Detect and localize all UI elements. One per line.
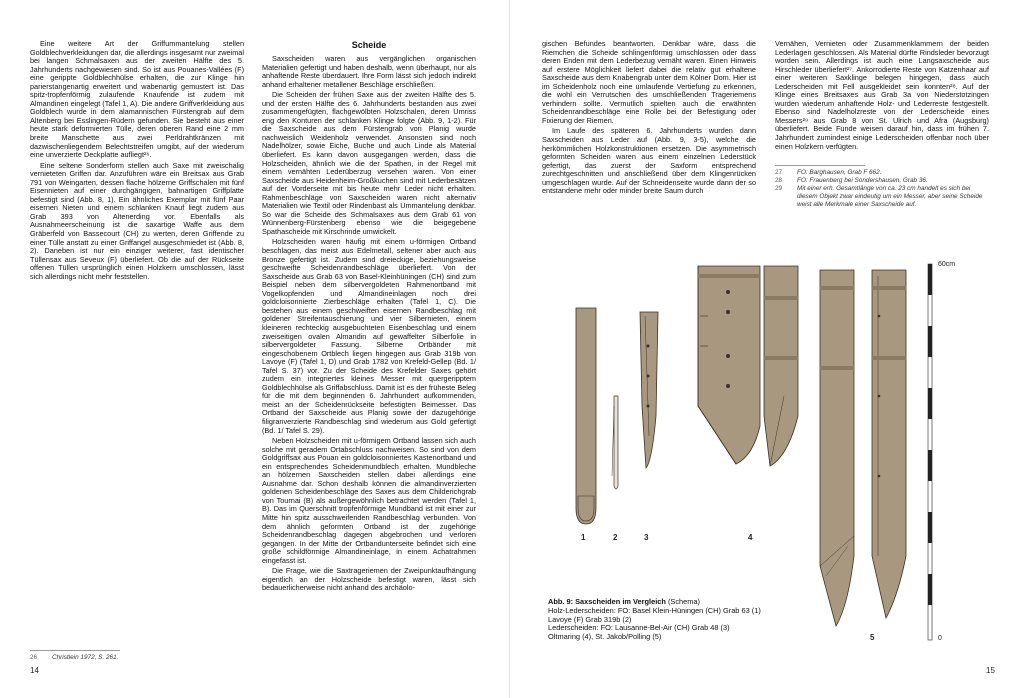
column-1 <box>30 40 244 281</box>
footnote-number: 27 <box>775 169 783 176</box>
caption-line: Holz-Lederscheiden: FO: Basel Klein-Hüningen (CH) Grab 63 (1) <box>548 605 761 615</box>
footnote-text: Christlein 1972, S. 261. <box>52 654 119 661</box>
column-3 <box>542 40 756 196</box>
scabbard-4 <box>698 266 760 464</box>
footnote-number: 28 <box>775 177 783 184</box>
paragraph: Vernähen, Vernieten oder Zusammenklammern der beiden Lederlagen geschlossen. Als Material dürfte Rindsleder bevorzugt worden sein. Allerdings ist auch eine Langsaxscheide aus Hirschleder überliefert²⁷. Ankorrodierte Reste von Katzenhaar auf einer weiteren Saxklinge belegen hingegen, dass auch Lederscheiden mit Fell ausgekleidet sein konnten²⁸. Auf der Klinge eines Breitsaxes aus Grab 3a von Niederstotzingen wurden wiederum anhaftende Holz- und Lederreste festgestellt. Ebenso sind Nadelholzreste von der Lederscheide eines Messers²⁹ aus Grab 8 von St. Ulrich und Afra (Augsburg) überliefert. Beide Funde weisen darauf hin, dass im frühen 7. Jahrhundert zumindest einige Lederscheiden offenbar noch über einen Holzkern verfügten. <box>775 39 989 151</box>
figure-label: 2 <box>613 533 618 542</box>
scabbard-2 <box>612 396 618 489</box>
scabbard-3 <box>640 312 658 468</box>
paragraph: Die Scheiden der frühen Saxe aus der zweiten Hälfte des 5. und der ersten Hälfte des 6. Jahrhunderts bestanden aus zwei zusammengefügten, flachgewölbten Holzschalen, deren Umriss eng den Konturen der schlanken Klinge folgte (Abb. 9, 1-2). Für die Saxscheide aus dem Fürstengrab von Planig wurde nachweislich Weidenholz verwendet. Ansonsten sind noch Nadelhölzer, sowie Eiche, Buche und auch Linde als Material überliefert. Es kann davon ausgegangen werden, dass die Holzscheiden, ähnlich wie die der Spathen, in der Regel mit einem vernähten Lederüberzug versehen waren. Von einer Saxscheide aus Heidenheim-Großkuchen sind mit Lederbesätzen auf der Vorderseite mit bis heute mehr Leder nicht erhalten. Rahmenbeschläge von Saxscheiden waren nicht alternativ Materialien wie Textil oder Rindenbast als Ummantelung denkbar. So war die Scheide des Schmalsaxes aus dem Grab 61 von Wünnenberg-Fürstenberg ebenso wie die beigegebene Spathascheide mit Kirschrinde umwickelt. <box>262 90 476 236</box>
figure-label: 1 <box>581 533 586 542</box>
page-number-left: 14 <box>30 666 39 675</box>
footnote-text: FO: Barghausen, Grab F 662. <box>797 169 882 176</box>
footnote <box>775 177 989 185</box>
footnote-text: FO: Frauenberg bei Sondershausen, Grab 36. <box>797 177 928 184</box>
scabbard-5 <box>820 270 854 626</box>
section-heading: Scheide <box>351 40 387 50</box>
caption-line: Lederscheiden: FO: Lausanne-Bel-Air (CH) Grab 48 (3) <box>548 623 730 633</box>
footnote-rule <box>30 650 120 651</box>
footnotes-right <box>775 169 989 209</box>
paragraph: Im Laufe des späteren 6. Jahrhunderts wurden dann Saxscheiden aus Leder auf (Abb. 9, 3-5), welche die herkömmlichen Holzkonstruktionen ersetzen. Die asymmetrisch geformten Scheiden waren aus einem einzelnen Lederstück gefertigt, das zuerst der Saxform entsprechend zurechtgeschnitten und anschließend über dem Klingenrücken umgeschlagen wurde. Auf der Schneidenseite wurde dann der so entstandene mehr oder minder breite Saum durch <box>542 126 756 196</box>
caption-line: Oltmaring (4), St. Jakob/Polling (5) <box>548 632 662 642</box>
caption-title: Abb. 9: Saxscheiden im Vergleich <box>548 597 666 606</box>
footnotes-left <box>30 654 244 662</box>
footnote <box>775 185 989 209</box>
figure-label: 3 <box>644 533 649 542</box>
paragraph: Saxscheiden waren aus vergänglichen organischen Materialien gefertigt und haben deshalb, wenn überhaupt, nur als anhaftende Reste überdauert. Ihre Form lässt sich jedoch indirekt anhand erhaltener metallener Beschläge erschließen. <box>262 54 476 89</box>
figure-label: 5 <box>870 633 875 642</box>
scale-label-bottom: 0 <box>938 635 942 642</box>
figure-label: 4 <box>748 533 753 542</box>
page-number-right: 15 <box>986 666 995 675</box>
scabbard-5b <box>872 270 906 618</box>
figure-caption <box>548 598 778 642</box>
footnote-number: 26 <box>30 654 38 661</box>
column-4 <box>775 40 989 151</box>
footnote <box>30 654 244 662</box>
footnote-rule <box>775 165 865 166</box>
paragraph: gischen Befundes beantworten. Denkbar wäre, dass die Riemchen die Scheide schlingenförmig umschlossen oder dass deren Enden mit dem Lederbezug vernäht waren. Einen Hinweis auf erstere Möglichkeit liefert dabei die relativ gut erhaltene Saxscheide aus dem Knabengrab unter dem Kölner Dom. Hier ist im Scheidenholz noch eine umlaufende Vertiefung zu erkennen, die wohl ein Verrutschen des umschließenden Trageriemens verhindern sollte. Vermutlich spielten auch die erwähnten Scheidenrandbeschläge eine Rolle bei der Befestigung oder Fixierung der Riemen. <box>542 39 756 125</box>
caption-line: Lavoye (F) Grab 319b (2) <box>548 614 632 624</box>
scale-label-top: 60cm <box>938 261 956 268</box>
footnote-text: Mit einer erh. Gesamtlänge von ca. 23 cm handelt es sich bei diesem Objekt zwar eindeutig um ein Messer, aber seine Scheide weist alle Merkmale einer Saxscheide auf. <box>797 185 983 208</box>
caption-title-suffix: (Schema) <box>665 597 700 606</box>
scabbard-1 <box>576 308 596 524</box>
paragraph: Holzscheiden waren häufig mit einem u-förmigen Ortband beschlagen, das meist aus Edelmetall, seltener aber auch aus Bronze gefertigt ist. Zudem sind dreieckige, beziehungsweise geschweifte Scheidenrandbeschläge überliefert. Von der Saxscheide aus Grab 63 von Basel-Kleinhüningen (CH) sind zum Beispiel neben dem silbervergoldeten Rahmenortband mit Vogelkopfenden und Almandineinlagen noch drei goldcloisonnierte Zierbeschläge erhalten (Tafel 1, C). Die bestehen aus einem geschweiften eisernen Randbeschlag mit goldener Streifentauschierung und vier Silbernieten, einem kleineren rechteckig ausgebuchteten Eisenbeschlag und einem zweiseitigen ovalen Almandin auf gewaffelter Silberfolie in silbervergoldeter Fassung. Silberne Ortbänder mit eingeschobenem Ortblech liegen hingegen aus Grab 319b von Lavoye (F) (Tafel 1, D) und Grab 1782 von Krefeld-Gellep (Bd. 1/ Tafel S. 37) vor. Zu der Scheide des Krefelder Saxes gehört zudem ein integriertes kleines Messer mit quergeripptem Goldblechhülse als Griffabschluss. Damit ist es der früheste Beleg für die mit dem beginnenden 6. Jahrhundert aufkommenden, meist an der Scheidenrückseite befestigten Beimesser. Das Ortband der Saxscheide aus Planig sowie der dazugehörige filigranverzierte Randbeschlag sind wiederum aus Gold gefertigt (Bd. 1/ Tafel S. 29). <box>262 237 476 435</box>
paragraph: Eine weitere Art der Griffummantelung stellen Goldblechverkleidungen dar, die allerdings insgesamt nur zweimal bei langen Schmalsaxen aus der zweiten Hälfte des 5. Jahrhunderts nachgewiesen sind. So ist aus Pouanes-Vallées (F) eine gerippte Goldblechhülse erhalten, die zur Klinge hin parierstangenartig erweitert und wabenartig gemustert ist. Das spitz-tropfenförmig zulaufende Knaufende ist zudem mit Almandinen eingelegt (Tafel 1, A). Die andere Griffverkleidung aus Goldblech wurde in dem alamannischen Fürstengrab auf dem Altenberg bei Esslingen-Rüdern gefunden. Sie besteht aus einer heute stark deformierten Tülle, deren oberen Rand eine 2 mm breite Manschette aus zwei Perldrahtkränzen mit dazwischenliegendem Belechtstreifen umgibt, auf der wiederum eine unverzierte Deckplatte aufliegt²⁶. <box>30 39 244 160</box>
footnote <box>775 169 989 177</box>
footnote-number: 29 <box>775 185 783 192</box>
paragraph: Die Frage, wie die Saxtrageriemen der Zweipunktaufhängung eigentlich an der Holzscheide befestigt waren, lässt sich bedauerlicherweise nicht anhand des archäolo- <box>262 566 476 593</box>
scale-bar <box>928 264 932 640</box>
paragraph: Neben Holzscheiden mit u-förmigem Ortband lassen sich auch solche mit geradem Ortabschluss nachweisen. So sind von dem Goldgriffsax aus Pouan ein goldcloisonniertes Kastenortband und ein entsprechendes Scheidenmundblech erhalten. Mundbleche an hölzernen Saxscheiden stellen dabei allerdings eine Ausnahme dar. Schon deshalb können die almandinverzierten goldenen Scheidenbeschläge des Saxes aus dem Childerichgrab von Tournai (B) als außergewöhnlich betrachtet werden (Tafel 1, B). Das im Querschnitt tropfenförmige Mundband ist mit einer zur Mitte hin spitz ausschweifenden Randbeschlag verbunden. Von dem ähnlich geformten Ortband ist der zugehörige Scheidenrandbeschlag dagegen abgebrochen und verloren gegangen. In der Mitte der Ortbandunterseite befindet sich eine große schildförmige Almandineinlage, in einem Achatrahmen eingefasst ist. <box>262 436 476 565</box>
column-2 <box>262 40 476 593</box>
paragraph: Eine seltene Sonderform stellen auch Saxe mit zweischalig vernieteten Griffen dar. Anzuführen wäre ein Breitsax aus Grab 791 von Weingarten, dessen flache hölzerne Griffschalen mit fünf Eisennieten auf einer durchgängigen, bahnartigen Griffplatte befestigt sind (Abb. 8, 1). Ein ähnliches Exemplar mit fünf Paar eisernen Nieten und einem schlanken Knauf liegt zudem aus Grab 393 von Altenerding vor. Ebenfalls als Ausnahmeerscheinung ist die saxartige Waffe aus dem Gräberfeld von Bassecourt (CH) zu werten, deren Griffende zu einer Tülle anstatt zu einer Griffangel ausgeschmiedet ist (Abb. 8, 2). Daneben ist nur ein einziger weiterer, fast identischer Tüllensax aus Seveux (F) überliefert. Ob die auf der Rückseite offenen Tüllen ursprünglich einen Holzkern umschlossen, lässt sich allerdings nicht mehr feststellen. <box>30 160 244 281</box>
scabbard-4b <box>764 266 798 466</box>
